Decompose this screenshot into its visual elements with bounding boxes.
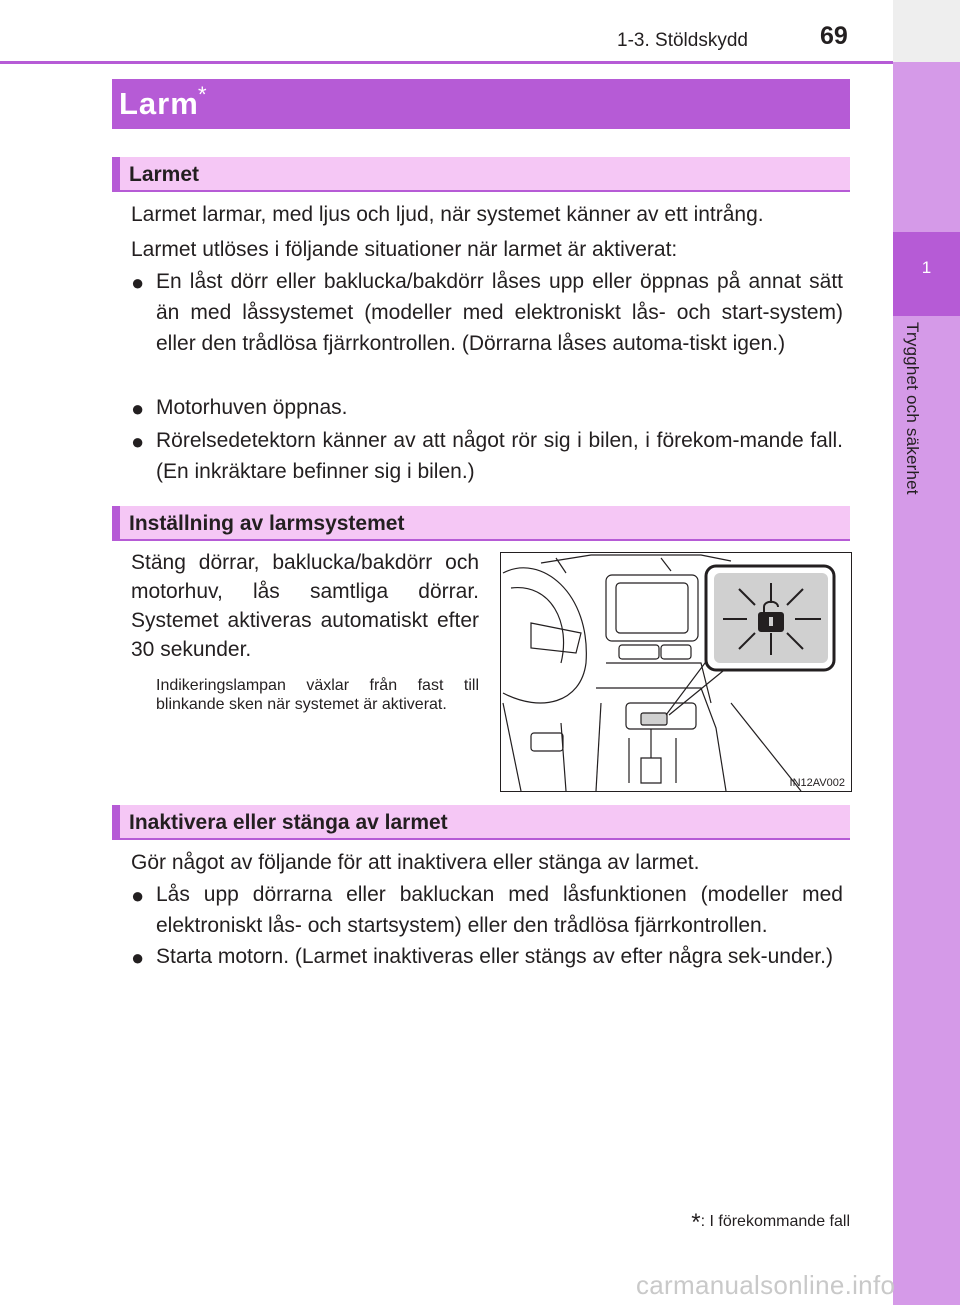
bullet-text: Starta motorn. (Larmet inaktiveras eller stängs av efter några sek-under.)	[156, 945, 833, 968]
figure-code: IN12AV002	[789, 777, 845, 789]
section-heading-text: Larmet	[129, 163, 200, 186]
bullet-icon: ●	[131, 945, 145, 970]
side-tab-top	[893, 0, 960, 62]
bullet-icon: ●	[131, 270, 145, 295]
section-heading-text: Inställning av larmsystemet	[129, 512, 405, 535]
section-heading-inaktivera	[112, 805, 850, 840]
indicator-note: Indikeringslampan växlar från fast till blinkande sken när systemet är aktiverat.	[156, 677, 479, 713]
bullet-icon: ●	[131, 396, 145, 421]
section-heading-text: Inaktivera eller stänga av larmet	[129, 811, 448, 834]
footnote-mark: *	[691, 1209, 701, 1236]
dashboard-illustration	[500, 552, 852, 792]
header-rule	[0, 61, 893, 64]
running-head: 1-3. Stöldskydd	[617, 30, 748, 51]
section-heading-installning	[112, 506, 850, 541]
title-footnote-mark: *	[198, 82, 207, 107]
section-marker	[112, 506, 120, 539]
section-marker	[112, 157, 120, 190]
footnote	[691, 1209, 850, 1237]
chapter-title: Trygghet och säkerhet	[903, 322, 922, 495]
dashboard-drawing	[501, 553, 851, 791]
footnote-text: : I förekommande fall	[700, 1213, 850, 1230]
paragraph: Larmet larmar, med ljus och ljud, när systemet känner av ett intrång.	[131, 203, 764, 226]
section-marker	[112, 805, 120, 838]
chapter-side-tab	[893, 0, 960, 1305]
bullet-text: Lås upp dörrarna eller bakluckan med låsfunktionen (modeller med elektroniskt lås- och startsystem) eller den trådlösa fjärrkontrollen.	[156, 883, 843, 937]
paragraph: Gör något av följande för att inaktivera eller stänga av larmet.	[131, 851, 700, 874]
bullet-icon: ●	[131, 883, 145, 908]
bullet-text: Rörelsedetektorn känner av att något rör sig i bilen, i förekom-mande fall. (En inkräktare befinner sig i bilen.)	[156, 429, 843, 483]
paragraph: Stäng dörrar, baklucka/bakdörr och motorhuv, lås samtliga dörrar. Systemet aktiveras automatiskt efter 30 sekunder.	[131, 551, 479, 661]
section-heading-larmet	[112, 157, 850, 192]
title-bar	[112, 79, 850, 129]
watermark: carmanualsonline.info	[636, 1270, 896, 1300]
page-title: Larm	[119, 86, 199, 121]
bullet-text: Motorhuven öppnas.	[156, 396, 348, 419]
bullet-text: En låst dörr eller baklucka/bakdörr låses upp eller öppnas på annat sätt än med låssystemet (modeller med elektroniskt lås- och start-system) eller den trådlösa fjärrkontrollen. (Dörrarna låses automa-tiskt igen.)	[156, 270, 843, 355]
chapter-number: 1	[921, 258, 932, 277]
page-number: 69	[820, 22, 848, 50]
bullet-icon: ●	[131, 429, 145, 454]
paragraph: Larmet utlöses i följande situationer när larmet är aktiverat:	[131, 238, 678, 261]
